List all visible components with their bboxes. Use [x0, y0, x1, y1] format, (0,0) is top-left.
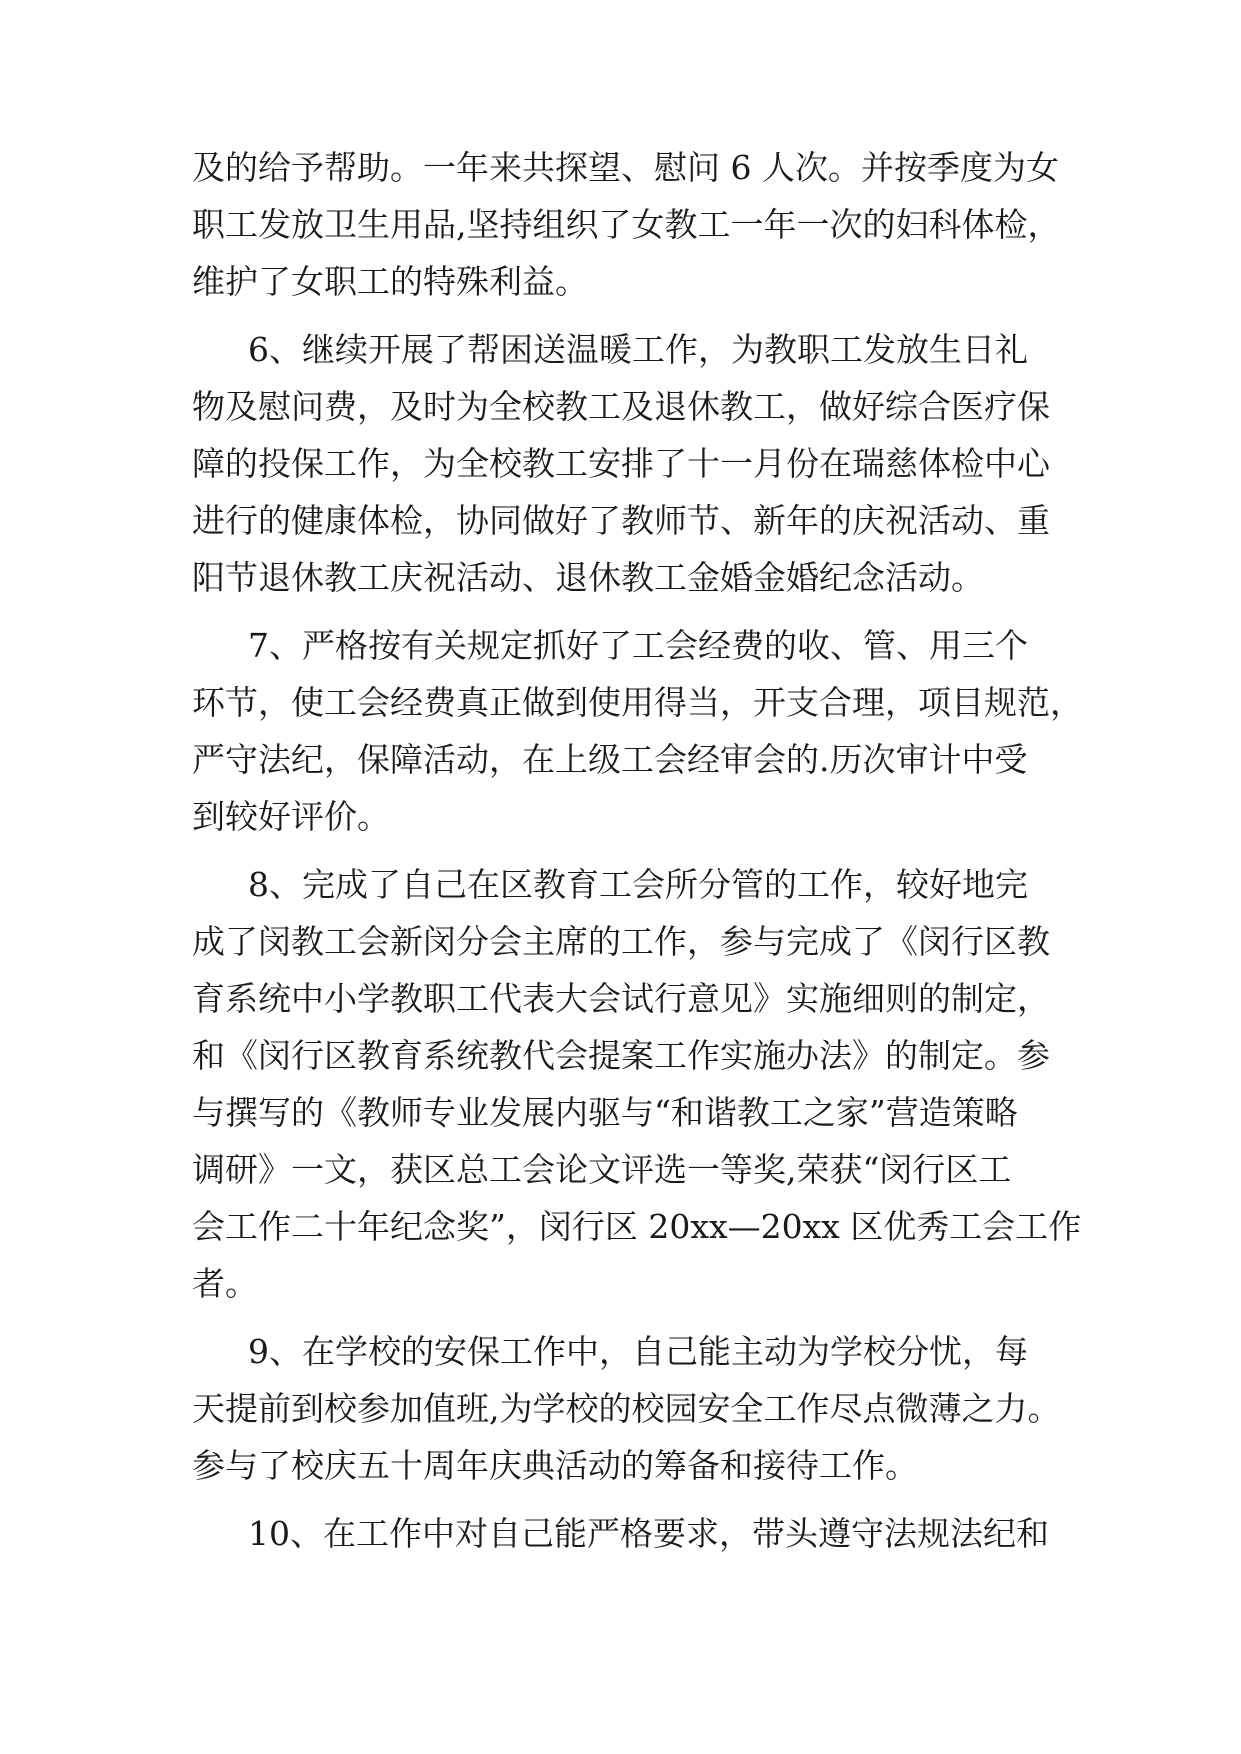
text-line: 参与了校庆五十周年庆典活动的筹备和接待工作。 [192, 1446, 918, 1485]
text-line: 严守法纪，保障活动，在上级工会经审会的.历次审计中受 [192, 740, 1028, 779]
text-line: 调研》一文，获区总工会论文评选一等奖,荣获“闵行区工 [192, 1150, 1012, 1189]
text-line: 和《闵行区教育系统教代会提案工作实施办法》的制定。参 [192, 1036, 1050, 1075]
paragraph-6-start: 6、继续开展了帮困送温暖工作，为教职工发放生日礼 [248, 330, 1028, 369]
text-line: 成了闵教工会新闵分会主席的工作，参与完成了《闵行区教 [192, 922, 1050, 961]
paragraph-10-start: 10、在工作中对自己能严格要求，带头遵守法规法纪和 [248, 1514, 1049, 1553]
paragraph-7-start: 7、严格按有关规定抓好了工会经费的收、管、用三个 [248, 626, 1028, 665]
text-line: 到较好评价。 [192, 797, 390, 836]
paragraph-9-start: 9、在学校的安保工作中，自己能主动为学校分忧，每 [248, 1332, 1028, 1371]
text-line: 会工作二十年纪念奖”，闵行区 20xx—20xx 区优秀工会工作 [192, 1207, 1082, 1246]
text-line: 障的投保工作，为全校教工安排了十一月份在瑞慈体检中心 [192, 444, 1050, 483]
text-line: 环节，使工会经费真正做到使用得当，开支合理，项目规范， [192, 683, 1083, 722]
text-line: 进行的健康体检，协同做好了教师节、新年的庆祝活动、重 [192, 501, 1050, 540]
text-line: 阳节退休教工庆祝活动、退休教工金婚金婚纪念活动。 [192, 558, 984, 597]
text-line: 及的给予帮助。一年来共探望、慰问 6 人次。并按季度为女 [192, 148, 1059, 187]
text-line: 维护了女职工的特殊利益。 [192, 262, 588, 301]
text-line: 者。 [192, 1264, 258, 1303]
paragraph-8-start: 8、完成了自己在区教育工会所分管的工作，较好地完 [248, 865, 1028, 904]
text-line: 职工发放卫生用品,坚持组织了女教工一年一次的妇科体检， [192, 205, 1061, 244]
text-line: 天提前到校参加值班,为学校的校园安全工作尽点微薄之力。 [192, 1389, 1061, 1428]
text-line: 与撰写的《教师专业发展内驱与“和谐教工之家”营造策略 [192, 1093, 1018, 1132]
text-line: 物及慰问费，及时为全校教工及退休教工，做好综合医疗保 [192, 387, 1050, 426]
text-line: 育系统中小学教职工代表大会试行意见》实施细则的制定， [192, 979, 1050, 1018]
